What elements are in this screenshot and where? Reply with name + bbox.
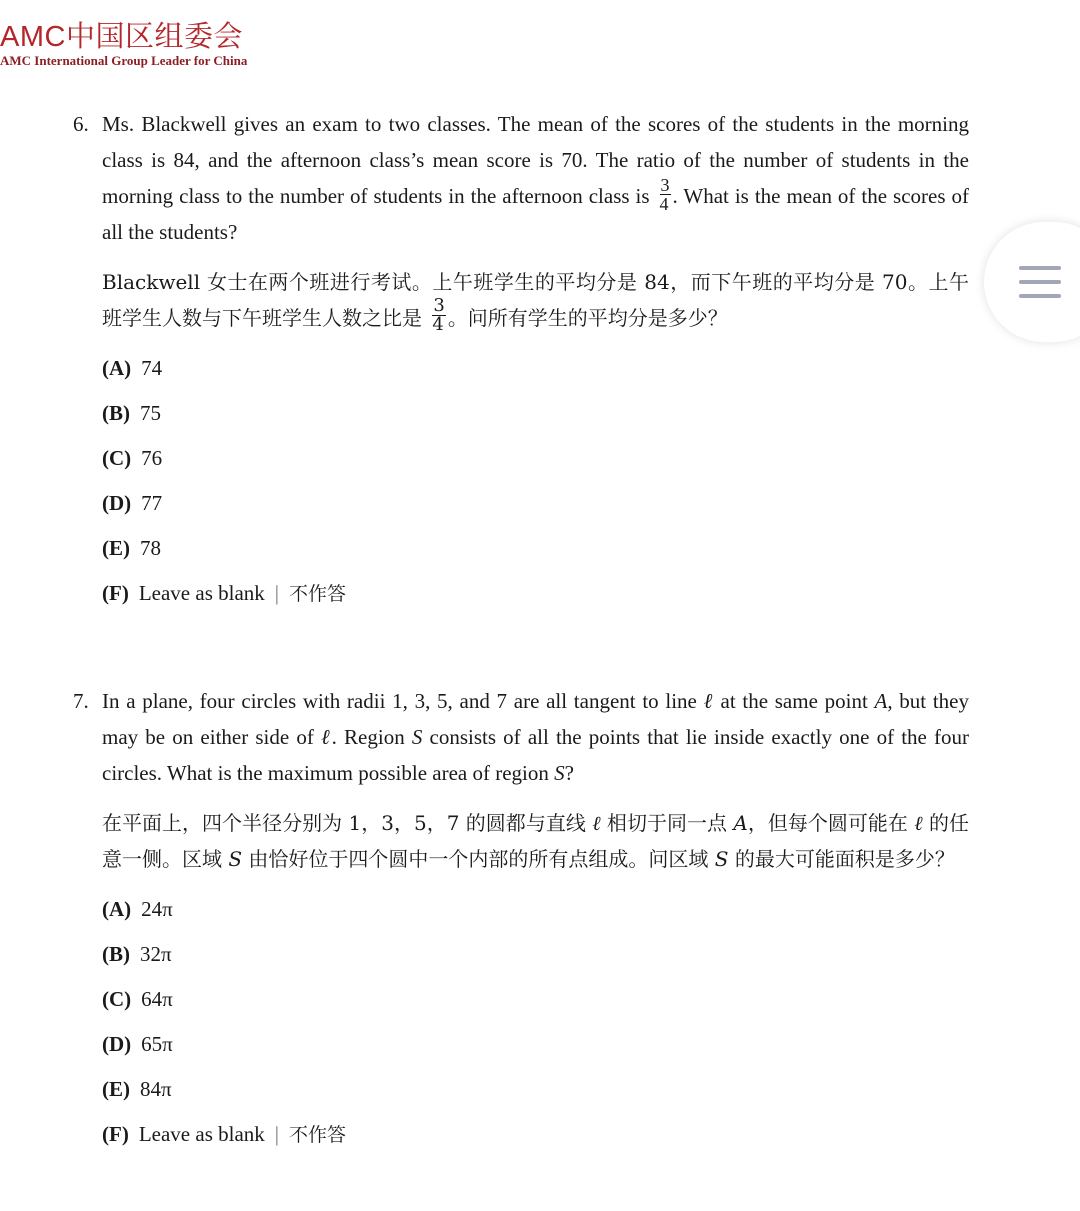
option-c[interactable]: (C) 64π [102, 987, 173, 1011]
question-number: 7. [73, 689, 89, 713]
option-c[interactable]: (C) 76 [102, 446, 163, 470]
question-text-cn: 在平面上，四个半径分别为 1，3，5，7 的圆都与直线 ℓ 相切于同一点 A，但每个圆可能在 ℓ 的任意一侧。区域 S 由恰好位于四个圆中一个内部的所有点组成。问区域 S 的最大可能面积是多少？ [102, 811, 969, 871]
logo-subtitle: AMC International Group Leader for China [0, 53, 248, 68]
option-a[interactable]: (A) 74 [102, 356, 163, 380]
logo-title: AMC中国区组委会 [0, 21, 243, 53]
option-f-blank[interactable]: (F) Leave as blank | 不作答 [102, 581, 347, 605]
option-b[interactable]: (B) 32π [102, 942, 172, 966]
question-text-en: Ms. Blackwell gives an exam to two classes. The mean of the scores of the students in the morning class is 84, and the afternoon class’s mean score is 70. The ratio of the number of students in the morning class to the number of students in the afternoon class is $\frac{3}{4}$ . What is the mean of the scores of all the students? [102, 112, 969, 244]
option-a[interactable]: (A) 24π [102, 897, 173, 921]
menu-button[interactable] [984, 222, 1080, 342]
answer-options [102, 887, 969, 1157]
question-text-en: In a plane, four circles with radii 1, 3, 5, and 7 are all tangent to line ℓ at the same point A, but they may be on either side of ℓ. Region S consists of all the points that lie inside exactly one of the four circles. What is the maximum possible area of region S? [102, 689, 970, 785]
question-number: 6. [73, 112, 89, 136]
fraction: $\frac{3}{4}$ [432, 295, 445, 335]
answer-options [102, 346, 969, 616]
question-text-cn: Blackwell 女士在两个班进行考试。上午班学生的平均分是 84，而下午班的平均分是 70。上午班学生人数与下午班学生人数之比是 $\frac{3}{4}$ 。问所有学生的平均分是多少？ [102, 270, 969, 335]
fraction: $\frac{3}{4}$ [659, 174, 670, 214]
option-d[interactable]: (D) 65π [102, 1032, 173, 1056]
option-e[interactable]: (E) 84π [102, 1077, 172, 1101]
option-d[interactable]: (D) 77 [102, 491, 163, 515]
option-b[interactable]: (B) 75 [102, 401, 161, 425]
option-f-blank[interactable]: (F) Leave as blank | 不作答 [102, 1122, 347, 1146]
option-e[interactable]: (E) 78 [102, 536, 161, 560]
question-7 [73, 683, 969, 1157]
question-6 [73, 106, 969, 616]
